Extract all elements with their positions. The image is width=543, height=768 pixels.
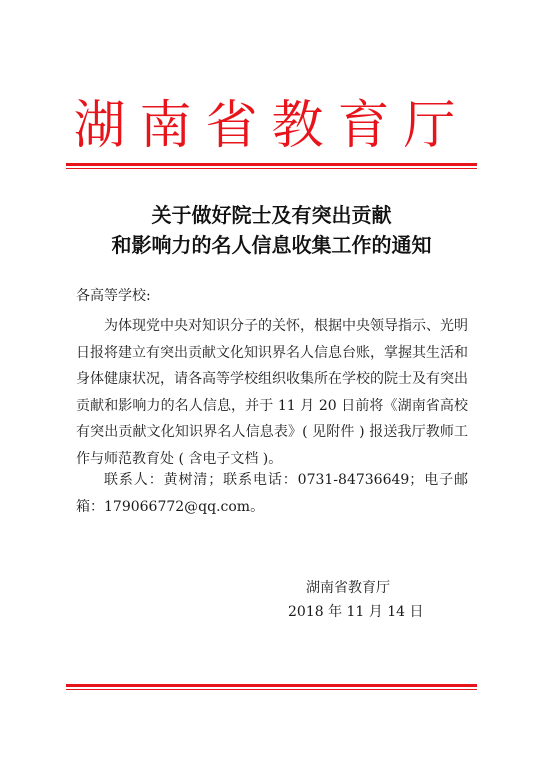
signature-date: 2018 年 11 月 14 日 [288, 604, 424, 620]
letterhead-rule-thick [66, 163, 477, 166]
salutation: 各高等学校: [76, 288, 151, 304]
notice-title-line2: 和影响力的名人信息收集工作的通知 [111, 233, 432, 257]
notice-title [0, 200, 543, 260]
footer-rule-thin [66, 689, 477, 690]
notice-body: 为体现党中央对知识分子的关怀，根据中央领导指示、光明日报将建立有突出贡献文化知识界名人信息台账，掌握其生活和身体健康状况，请各高等学校组织收集所在学校的院士及有突出贡献和影响力的名人信息，并于 11 月 20 日前将《湖南省高校有突出贡献文化知识界名人信息表》( 见附件 ) 报送我厅教师工作与师范教育处 ( 含电子文档 )。 [76, 318, 468, 467]
footer-rule-thick [66, 684, 477, 687]
signature-org: 湖南省教育厅 [306, 580, 390, 596]
letterhead-rule-thin [66, 168, 477, 169]
letterhead-title: 湖南省教育厅 [73, 96, 470, 156]
contact-info: 联系人：黄树清；联系电话：0731-84736649；电子邮箱：179066772@qq.com。 [76, 472, 468, 515]
notice-title-line1: 关于做好院士及有突出贡献 [151, 203, 392, 227]
